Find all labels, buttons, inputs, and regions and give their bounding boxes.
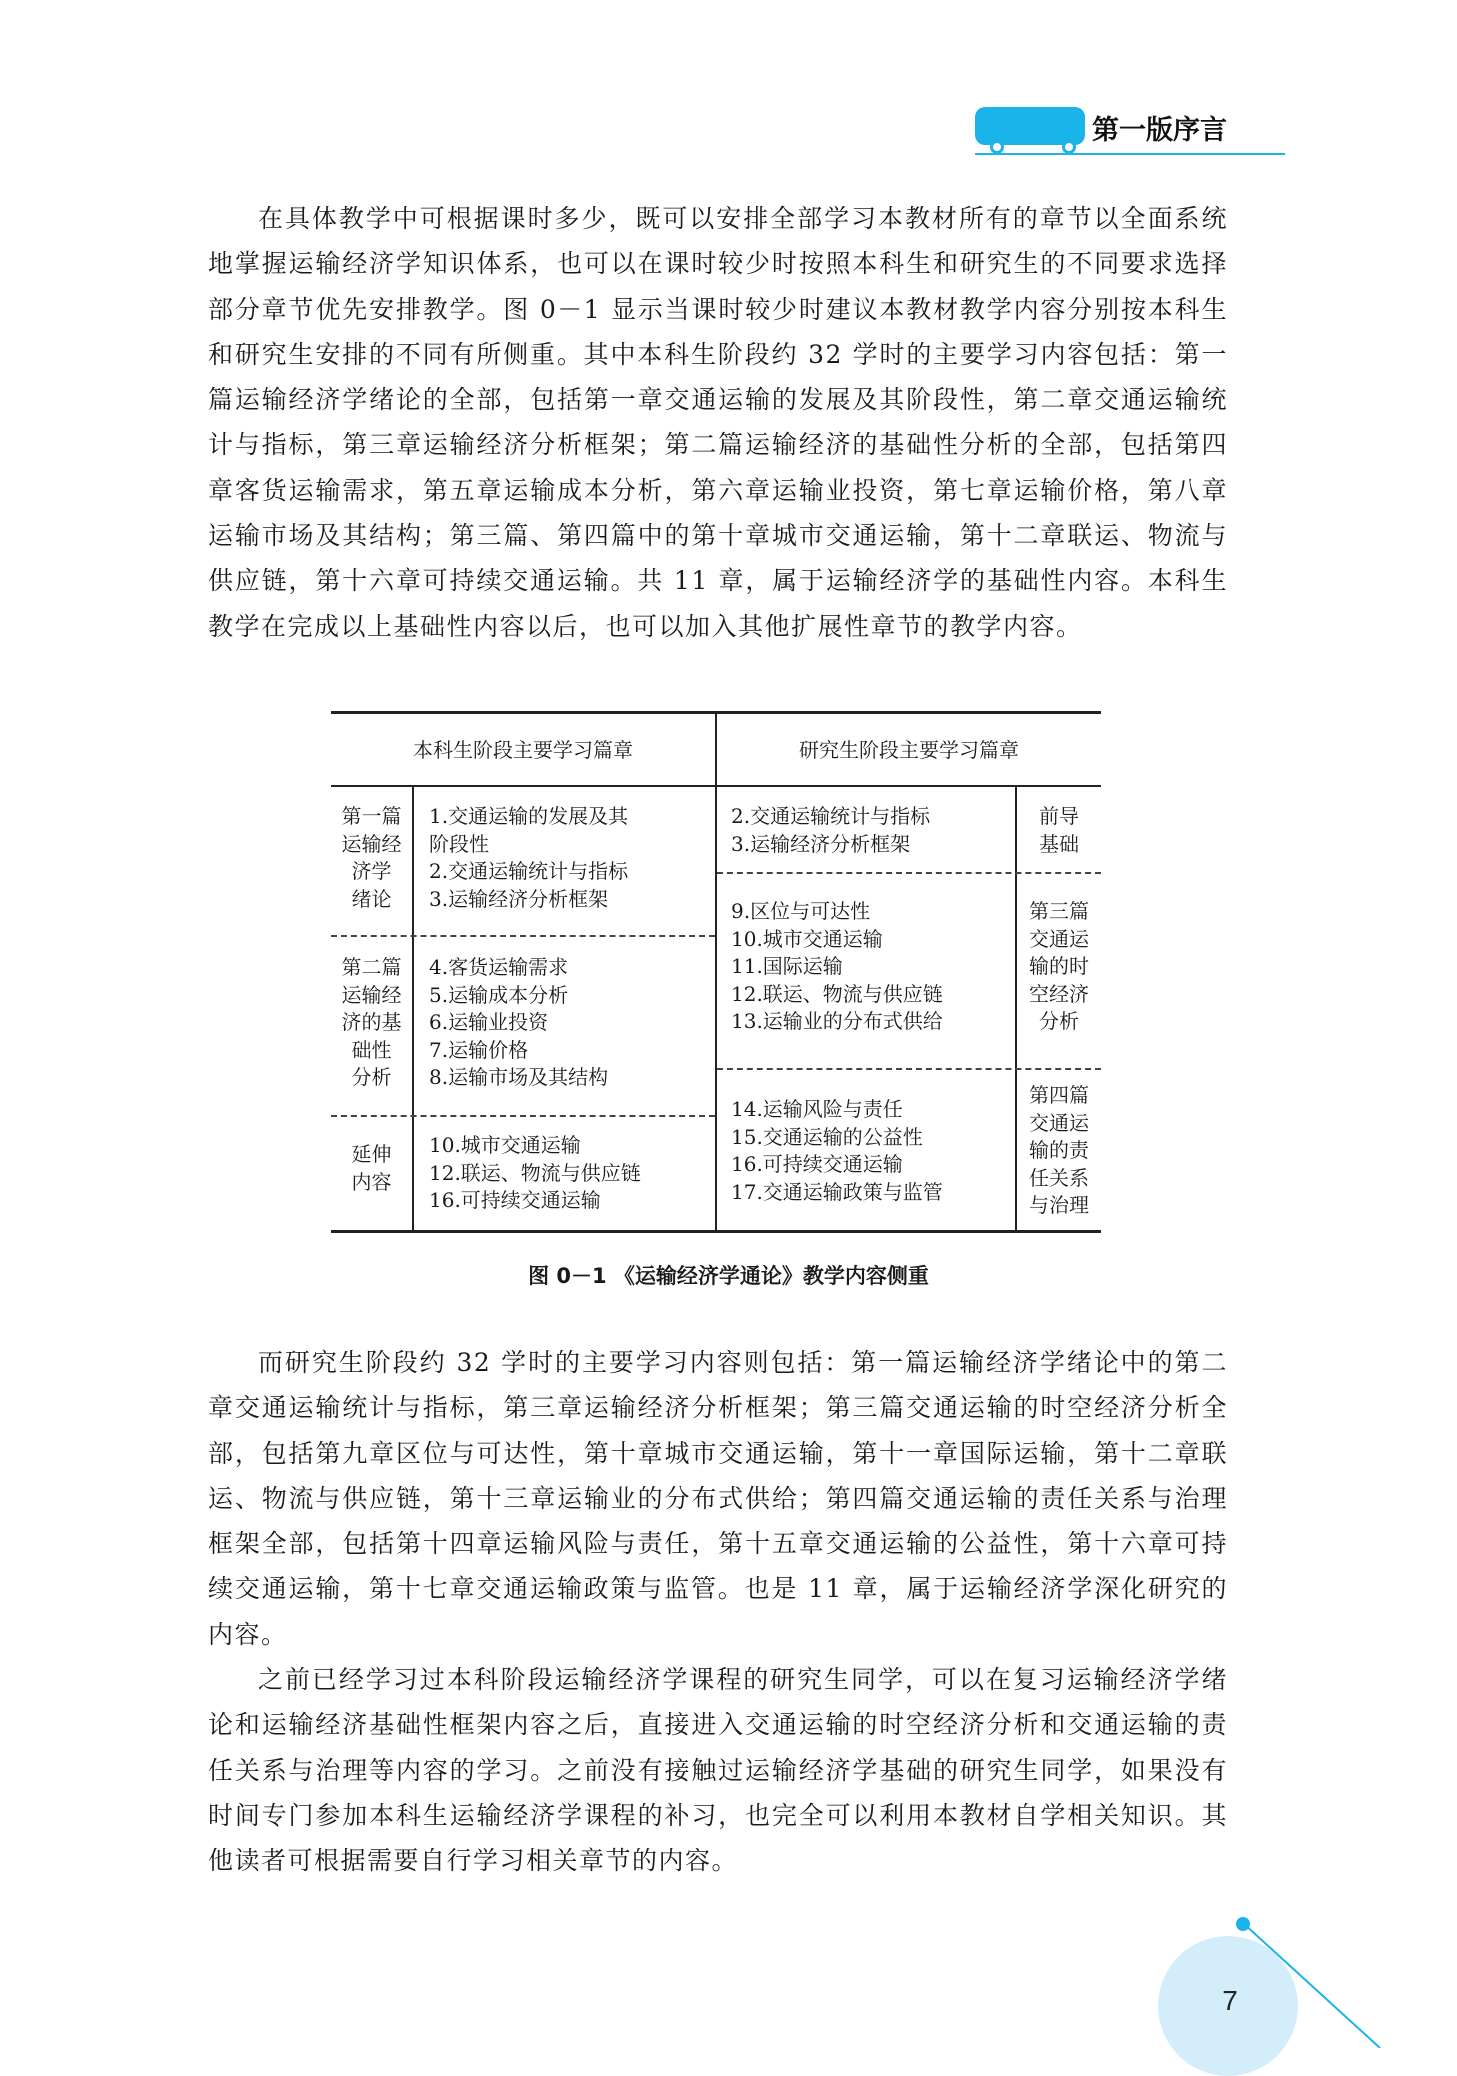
list-item: 4.客货运输需求 <box>429 955 569 979</box>
list-item: 3.运输经济分析框架 <box>429 886 609 911</box>
right-dash-2 <box>717 1068 1101 1070</box>
list-item: 10.城市交通运输 <box>429 1133 581 1157</box>
list-item: 阶段性 <box>429 831 489 856</box>
table-center-divider <box>715 711 717 1233</box>
list-item: 6.运输业投资 <box>429 1010 549 1034</box>
table-left-label-divider <box>412 785 414 1233</box>
list-item: 2.交通运输统计与指标 <box>731 804 931 828</box>
page-corner-line <box>1240 1920 1457 2048</box>
badge-wheel-right <box>1062 140 1076 154</box>
left-label-part2: 第二篇 运输经 济的基 础性 分析 <box>341 955 402 1089</box>
list-item: 5.运输成本分析 <box>429 982 569 1007</box>
paragraph-3: 之前已经学习过本科阶段运输经济学课程的研究生同学，可以在复习运输经济学绪论和运输经济基础性框架内容之后，直接进入交通运输的时空经济分析和交通运输的责任关系与治理等内容的学习。之前没有接触过运输经济学基础的研究生同学，如果没有时间专门参加本科生运输经济学课程的补习，也完全可以利用本教材自学相关知识。其他读者可根据需要自行学习相关章节的内容。 <box>208 1665 1228 1876</box>
page-corner-dot <box>1236 1917 1250 1931</box>
list-item: 9.区位与可达性 <box>731 899 871 923</box>
paragraph-1: 在具体教学中可根据课时多少，既可以安排全部学习本教材所有的章节以全面系统地掌握运输经济学知识体系，也可以在课时较少时按照本科生和研究生的不同要求选择部分章节优先安排教学。图 0－1 显示当课时较少时建议本教材教学内容分别按本科生和研究生安排的不同有所侧重。其中本科生阶段约 32 学时的主要学习内容包括：第一篇运输经济学绪论的全部，包括第一章交通运输的发展及其阶段性，第二章交通运输统计与指标，第三章运输经济分析框架；第二篇运输经济的基础性分析的全部，包括第四章客货运输需求，第五章运输成本分析，第六章运输业投资，第七章运输价格，第八章运输市场及其结构；第三篇、第四篇中的第十章城市交通运输，第十二章联运、物流与供应链，第十六章可持续交通运输。共 11 章，属于运输经济学的基础性内容。本科生教学在完成以上基础性内容以后，也可以加入其他扩展性章节的教学内容。 <box>208 204 1228 641</box>
list-item: 11.国际运输 <box>731 954 843 978</box>
figure-table <box>331 711 1101 1233</box>
figure-caption: 图 0－1 《运输经济学通论》教学内容侧重 <box>528 1264 929 1288</box>
list-item: 7.运输价格 <box>429 1037 529 1062</box>
left-items-extension <box>429 1132 641 1215</box>
list-item: 16.可持续交通运输 <box>731 1152 903 1176</box>
header-rule <box>975 153 1285 155</box>
list-item: 12.联运、物流与供应链 <box>429 1160 641 1185</box>
right-label-foundation: 前导 基础 <box>1039 804 1079 856</box>
list-item: 15.交通运输的公益性 <box>731 1124 923 1149</box>
list-item: 17.交通运输政策与监管 <box>731 1179 943 1204</box>
header-undergrad: 本科生阶段主要学习篇章 <box>413 738 633 762</box>
badge-wheel-left <box>990 140 1004 154</box>
header-title: 第一版序言 <box>1092 115 1227 146</box>
left-items-part1 <box>429 803 628 913</box>
right-dash-1 <box>717 872 1101 874</box>
right-items-part4 <box>731 1096 943 1206</box>
paragraph-2: 而研究生阶段约 32 学时的主要学习内容则包括：第一篇运输经济学绪论中的第二章交通运输统计与指标，第三章运输经济分析框架；第三篇交通运输的时空经济分析全部，包括第九章区位与可达性，第十章城市交通运输，第十一章国际运输，第十二章联运、物流与供应链，第十三章运输业的分布式供给；第四篇交通运输的责任关系与治理框架全部，包括第十四章运输风险与责任，第十五章交通运输的公益性，第十六章可持续交通运输，第十七章交通运输政策与监管。也是 11 章，属于运输经济学深化研究的内容。 <box>208 1348 1228 1649</box>
list-item: 13.运输业的分布式供给 <box>731 1009 943 1033</box>
list-item: 8.运输市场及其结构 <box>429 1065 609 1089</box>
left-items-part2 <box>429 954 608 1092</box>
left-label-extension: 延伸 内容 <box>351 1142 392 1194</box>
list-item: 16.可持续交通运输 <box>429 1188 601 1212</box>
left-dash-1 <box>331 935 715 937</box>
right-label-part4: 第四篇 交通运 输的责 任关系 与治理 <box>1029 1083 1089 1217</box>
header-graduate: 研究生阶段主要学习篇章 <box>799 738 1019 762</box>
page-number: 7 <box>1222 1985 1238 2016</box>
list-item: 2.交通运输统计与指标 <box>429 859 629 883</box>
list-item: 1.交通运输的发展及其 <box>429 804 629 828</box>
right-label-part3: 第三篇 交通运 输的时 空经济 分析 <box>1029 899 1089 1033</box>
right-items-part3 <box>731 898 943 1036</box>
right-items-foundation <box>731 803 930 858</box>
left-label-part1: 第一篇 运输经 济学 绪论 <box>341 804 402 911</box>
list-item: 14.运输风险与责任 <box>731 1097 903 1121</box>
list-item: 10.城市交通运输 <box>731 926 883 951</box>
list-item: 12.联运、物流与供应链 <box>731 981 943 1006</box>
left-dash-2 <box>331 1115 715 1117</box>
list-item: 3.运输经济分析框架 <box>731 831 911 856</box>
